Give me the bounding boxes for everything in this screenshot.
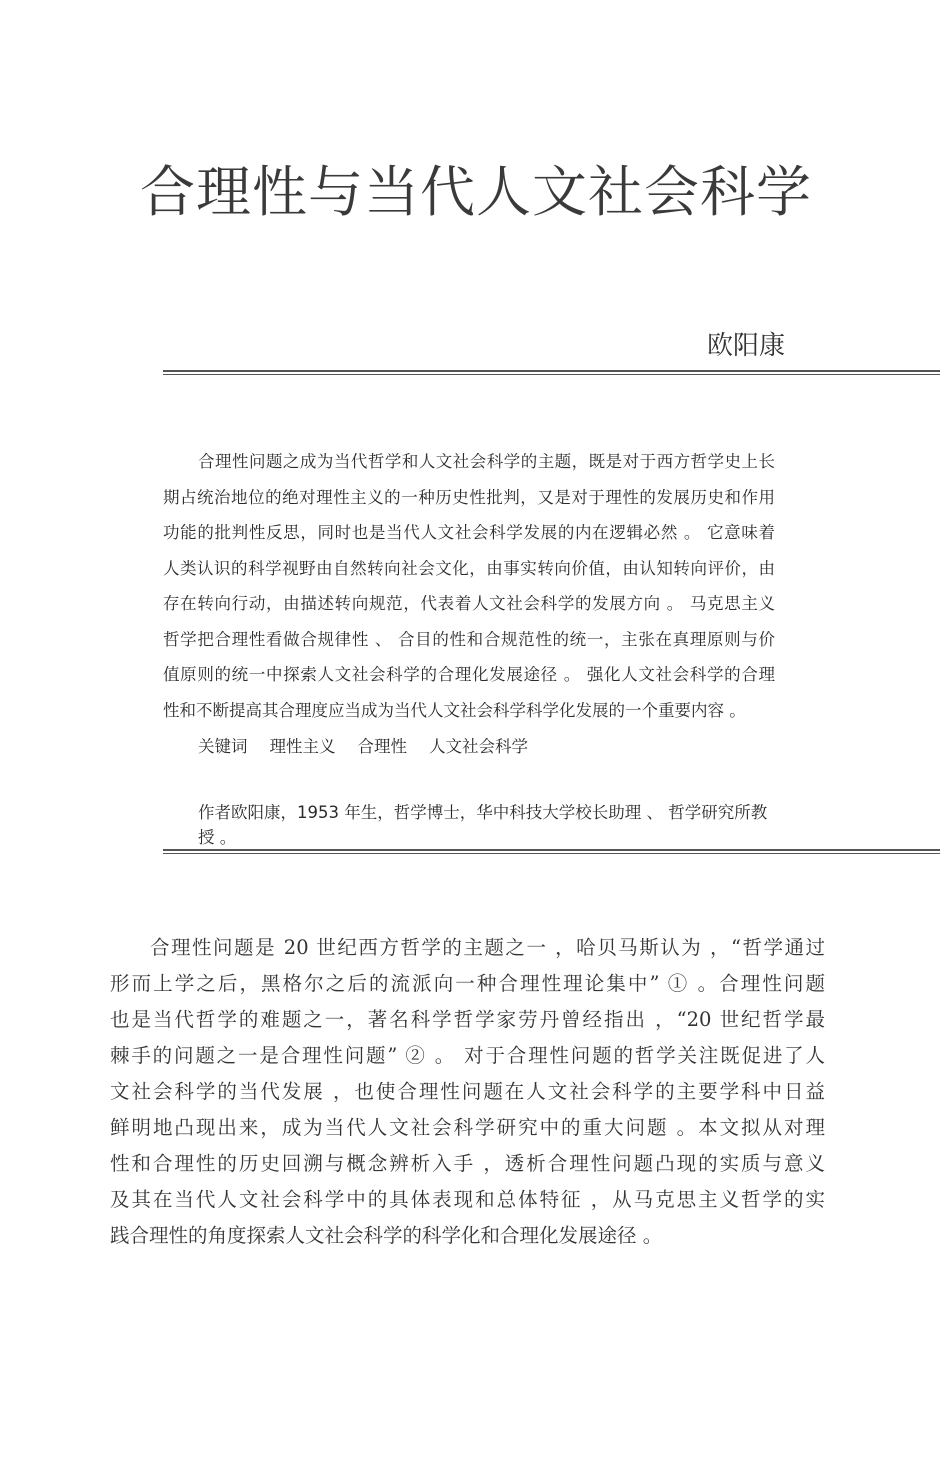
abstract-line: 功能的批判性反思，同时也是当代人文社会科学发展的内在逻辑必然 。 它意味着 xyxy=(163,523,775,542)
abstract-line: 存在转向行动，由描述转向规范，代表着人文社会科学的发展方向 。 马克思主义 xyxy=(163,594,775,613)
abstract-line: 人类认识的科学视野由自然转向社会文化，由事实转向价值，由认知转向评价，由 xyxy=(163,558,775,578)
keywords xyxy=(198,733,550,757)
abstract-line: 期占统治地位的绝对理性主义的一种历史性批判，又是对于理性的发展历史和作用 xyxy=(163,487,775,507)
bottom-divider xyxy=(163,849,940,854)
abstract xyxy=(163,444,775,728)
body-line: 鲜明地凸现出来，成为当代人文社会科学研究中的重大问题 。本文拟从对理 xyxy=(110,1116,825,1139)
page-title: 合理性与当代人文社会科学 xyxy=(140,160,813,224)
body-line: 合理性问题是 20 世纪西方哲学的主题之一 ，哈贝马斯认为 ，“哲学通过 xyxy=(150,936,825,959)
abstract-line: 值原则的统一中探索人文社会科学的合理化发展途径 。 强化人文社会科学的合理 xyxy=(163,665,775,684)
abstract-line: 合理性问题之成为当代哲学和人文社会科学的主题，既是对于西方哲学史上长 xyxy=(198,452,775,471)
keyword: 人文社会科学 xyxy=(429,737,528,756)
top-divider xyxy=(163,370,940,375)
body-text xyxy=(110,930,825,1254)
body-line: 性和合理性的历史回溯与概念辨析入手 ，透析合理性问题凸现的实质与意义 xyxy=(110,1152,825,1175)
abstract-line: 性和不断提高其合理度应当成为当代人文社会科学科学化发展的一个重要内容 。 xyxy=(163,700,746,720)
keyword: 合理性 xyxy=(357,737,407,756)
body-line: 也是当代哲学的难题之一，著名科学哲学家劳丹曾经指出 ，“20 世纪哲学最 xyxy=(110,1008,825,1031)
body-line: 棘手的问题之一是合理性问题” ② 。 对于合理性问题的哲学关注既促进了人 xyxy=(110,1044,825,1067)
author-name: 欧阳康 xyxy=(706,331,785,361)
body-line: 文社会科学的当代发展 ，也使合理性问题在人文社会科学的主要学科中日益 xyxy=(110,1080,825,1103)
keywords-label: 关键词 xyxy=(198,737,248,756)
body-line: 及其在当代人文社会科学中的具体表现和总体特征 ，从马克思主义哲学的实 xyxy=(110,1188,825,1211)
keyword: 理性主义 xyxy=(269,737,336,756)
abstract-line: 哲学把合理性看做合规律性 、 合目的性和合规范性的统一，主张在真理原则与价 xyxy=(163,629,775,649)
author-bio: 作者欧阳康，1953 年生，哲学博士，华中科技大学校长助理 、 哲学研究所教授 。 xyxy=(198,803,768,847)
body-line: 形而上学之后，黑格尔之后的流派向一种合理性理论集中” ① 。合理性问题 xyxy=(110,972,825,995)
body-line: 践合理性的角度探索人文社会科学的科学化和合理化发展途径 。 xyxy=(110,1224,663,1247)
